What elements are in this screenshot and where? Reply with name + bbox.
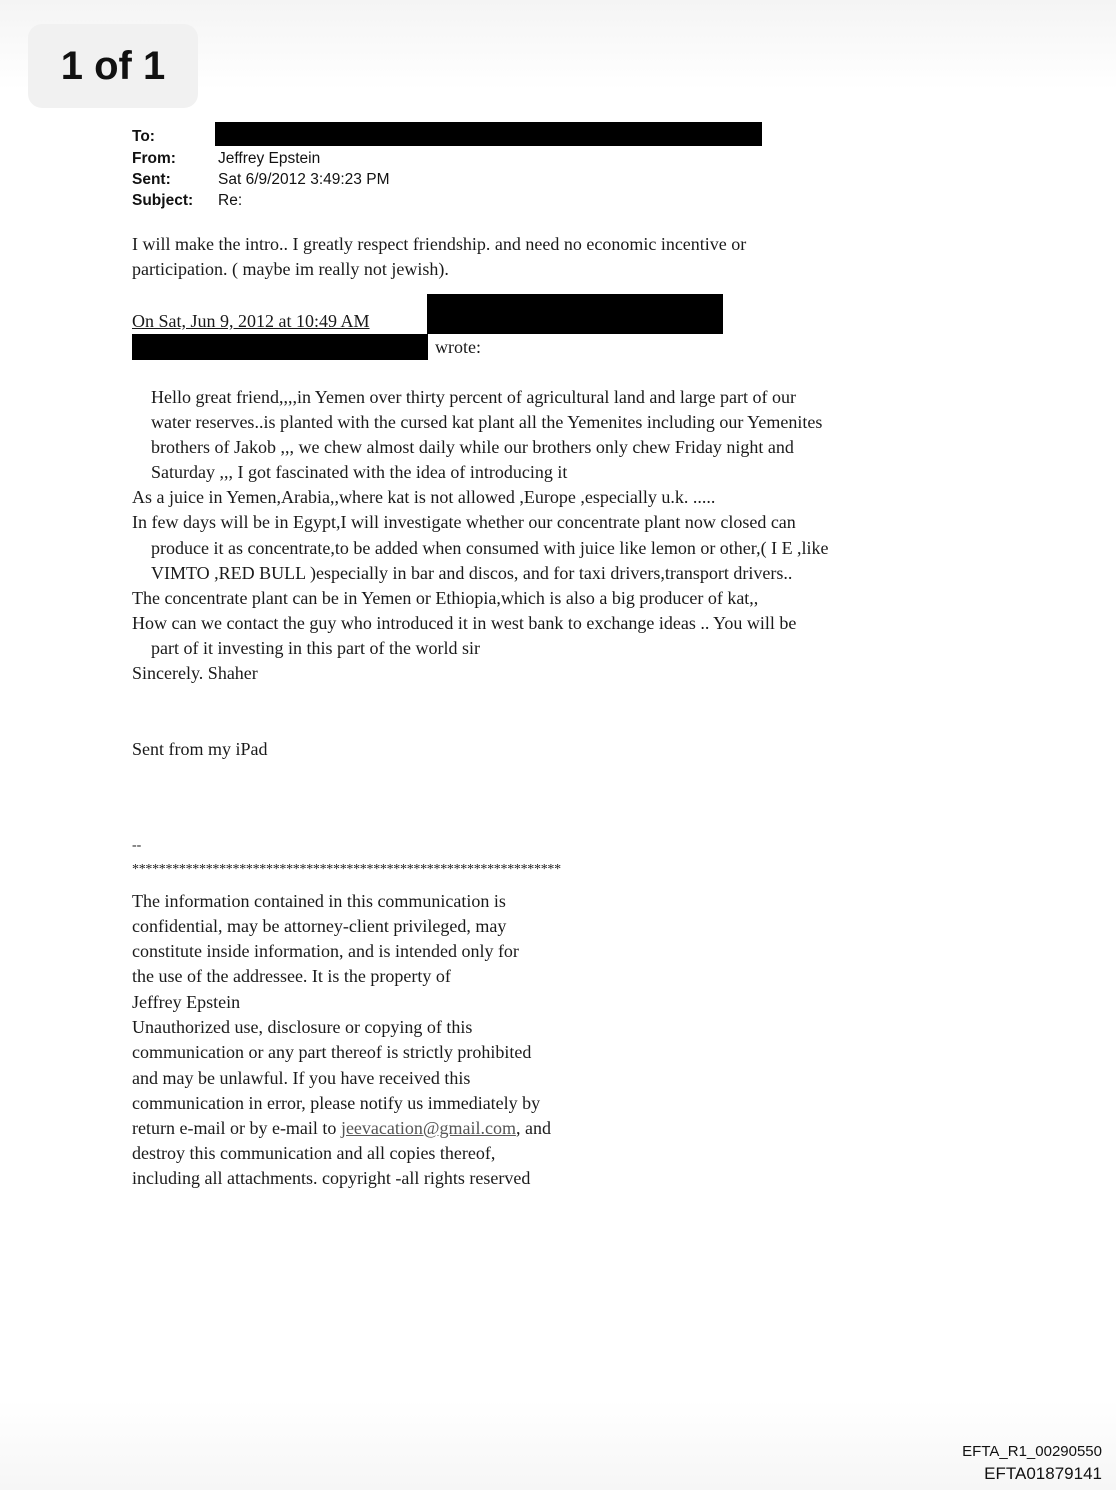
sent-value: Sat 6/9/2012 3:49:23 PM <box>218 171 390 188</box>
disclaimer-email-line <box>132 1118 551 1139</box>
quoted-line: VIMTO ,RED BULL )especially in bar and discos, and for taxi drivers,transport drivers.. <box>151 563 793 583</box>
redaction-sender-email <box>132 334 428 360</box>
quoted-line: Sincerely. Shaher <box>132 663 258 683</box>
quoted-line: How can we contact the guy who introduced it in west bank to exchange ideas .. You will be <box>132 613 797 633</box>
quoted-line: produce it as concentrate,to be added when consumed with juice like lemon or other,( I E ,like <box>151 538 829 558</box>
disclaimer-line: destroy this communication and all copies thereof, <box>132 1143 496 1163</box>
subject-value: Re: <box>218 192 243 209</box>
separator-dash: -- <box>132 838 142 853</box>
to-label: To: <box>132 128 155 145</box>
redaction-sender-name <box>427 294 723 334</box>
quote-wrote: wrote: <box>435 337 481 357</box>
quoted-line: As a juice in Yemen,Arabia,,where kat is not allowed ,Europe ,especially u.k. ..... <box>132 487 716 507</box>
quoted-line: In few days will be in Egypt,I will investigate whether our concentrate plant now closed can <box>132 512 796 532</box>
disclaimer-line: the use of the addressee. It is the property of <box>132 966 451 986</box>
disclaimer-line: communication in error, please notify us immediately by <box>132 1093 541 1113</box>
quoted-line: brothers of Jakob ,,, we chew almost daily while our brothers only chew Friday night and <box>151 437 794 457</box>
quoted-line: The concentrate plant can be in Yemen or Ethiopia,which is also a big producer of kat,, <box>132 588 759 608</box>
separator-stars: **************************************************************** <box>132 862 561 877</box>
subject-label: Subject: <box>132 192 194 209</box>
disclaimer-line: Jeffrey Epstein <box>132 992 241 1012</box>
disclaimer-line: Unauthorized use, disclosure or copying of this <box>132 1017 473 1037</box>
doc-id-primary: EFTA_R1_00290550 <box>962 1443 1102 1460</box>
disclaimer-line: The information contained in this communication is <box>132 891 506 911</box>
disclaimer-email-prefix: return e-mail or by e-mail to <box>132 1118 341 1138</box>
quoted-line: part of it investing in this part of the world sir <box>151 638 480 658</box>
disclaimer-email-suffix: , and <box>515 1118 551 1138</box>
reply-line: I will make the intro.. I greatly respect friendship. and need no economic incentive or <box>132 234 747 254</box>
sent-from-line: Sent from my iPad <box>132 739 268 759</box>
quoted-line: Hello great friend,,,,in Yemen over thirty percent of agricultural land and large part of our <box>151 387 796 407</box>
from-value: Jeffrey Epstein <box>218 150 321 167</box>
disclaimer-line: and may be unlawful. If you have received this <box>132 1068 471 1088</box>
from-label: From: <box>132 150 176 167</box>
disclaimer-email-link[interactable]: jeevacation@gmail.com <box>340 1118 516 1138</box>
quoted-line: Saturday ,,, I got fascinated with the idea of introducing it <box>151 462 568 482</box>
page-indicator: 1 of 1 <box>28 24 198 108</box>
quoted-line: water reserves..is planted with the cursed kat plant all the Yemenites including our Yemenites <box>151 412 823 432</box>
disclaimer-line: constitute inside information, and is intended only for <box>132 941 519 961</box>
quote-on-line: On Sat, Jun 9, 2012 at 10:49 AM <box>132 311 370 331</box>
disclaimer-line: including all attachments. copyright -all rights reserved <box>132 1168 531 1188</box>
redaction-to <box>215 122 762 146</box>
doc-id-secondary: EFTA01879141 <box>984 1464 1102 1483</box>
disclaimer-line: confidential, may be attorney-client privileged, may <box>132 916 507 936</box>
disclaimer-line: communication or any part thereof is strictly prohibited <box>132 1042 532 1062</box>
sent-label: Sent: <box>132 171 171 188</box>
reply-line: participation. ( maybe im really not jewish). <box>132 259 449 279</box>
